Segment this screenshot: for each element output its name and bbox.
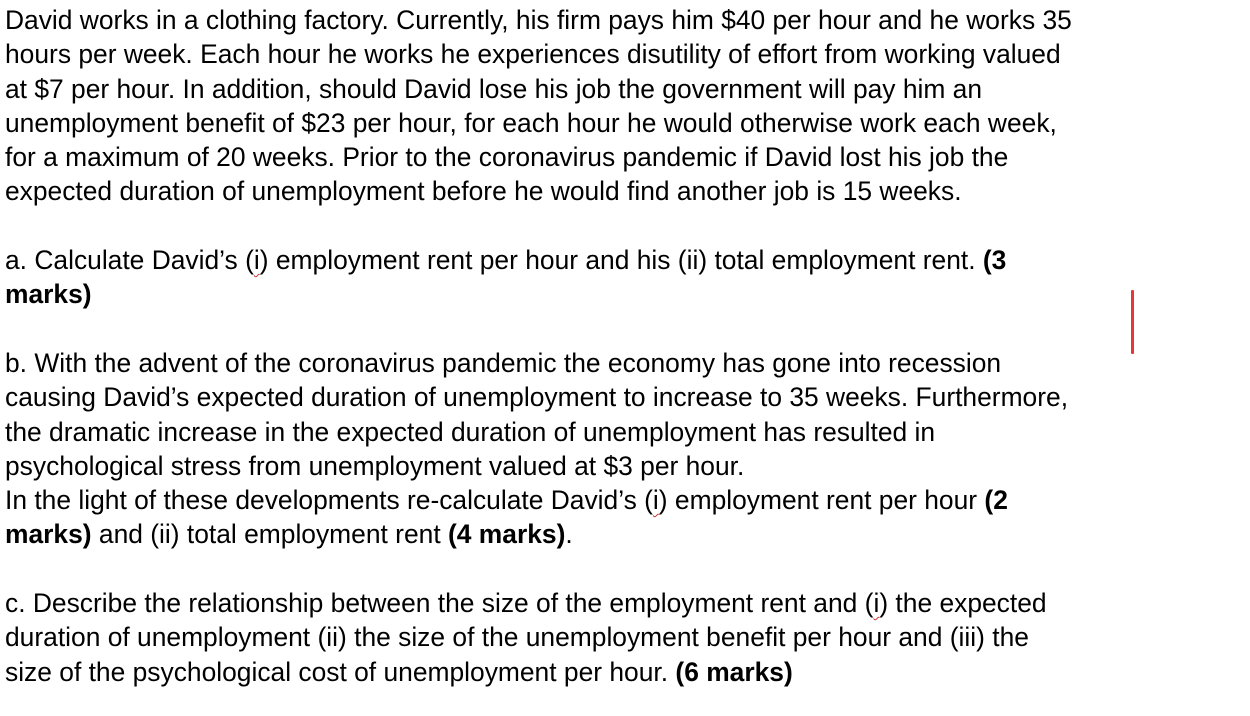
question-b-line	[5, 483, 1245, 517]
question-a-line-2	[5, 277, 1245, 311]
text-cursor	[1131, 290, 1134, 354]
intro-paragraph	[5, 3, 1245, 209]
paragraph-gap	[5, 552, 1245, 586]
spellcheck-word: i	[652, 485, 659, 516]
intro-line: expected duration of unemployment before he would find another job is 15 weeks.	[5, 176, 962, 207]
question-a	[5, 243, 1245, 312]
question-c-line	[5, 586, 1245, 620]
text-run: ) employment rent per hour and his (ii) total employment rent.	[259, 245, 983, 276]
intro-line: for a maximum of 20 weeks. Prior to the coronavirus pandemic if David lost his job the	[5, 142, 1009, 173]
paragraph-gap	[5, 209, 1245, 243]
paragraph-gap	[5, 312, 1245, 346]
document-body[interactable]	[5, 3, 1245, 689]
question-b-line: the dramatic increase in the expected duration of unemployment has resulted in	[5, 416, 936, 447]
intro-line: at $7 per hour. In addition, should David lose his job the government will pay him an	[5, 73, 983, 104]
text-run: ) the expected	[879, 588, 1047, 619]
marks-label: (6 marks)	[675, 656, 793, 687]
marks-label: (4 marks)	[448, 519, 566, 550]
question-c	[5, 586, 1245, 689]
text-run: ) employment rent per hour	[658, 485, 985, 516]
marks-label: (3	[982, 245, 1007, 276]
question-b-line: psychological stress from unemployment valued at $3 per hour.	[5, 450, 745, 481]
marks-label: marks)	[5, 519, 92, 550]
marks-label: marks)	[5, 279, 92, 310]
text-run: .	[565, 519, 573, 550]
text-run: In the light of these developments re-calculate David’s (	[5, 485, 653, 516]
text-run: a. Calculate David’s (	[5, 245, 254, 276]
question-b-line	[5, 517, 1245, 551]
question-a-line-1	[5, 243, 1245, 277]
spellcheck-word: i	[873, 588, 880, 619]
question-c-line: duration of unemployment (ii) the size of the unemployment benefit per hour and (iii) the	[5, 622, 1029, 653]
question-b-line: causing David’s expected duration of unemployment to increase to 35 weeks. Furthermore,	[5, 382, 1069, 413]
intro-line: David works in a clothing factory. Currently, his firm pays him $40 per hour and he works 35	[5, 5, 1072, 35]
marks-label: (2	[984, 485, 1008, 516]
text-run: c. Describe the relationship between the size of the employment rent and (	[5, 588, 874, 619]
question-b	[5, 346, 1245, 552]
text-run: size of the psychological cost of unemployment per hour.	[5, 656, 676, 687]
text-run: and (ii) total employment rent	[91, 519, 448, 550]
intro-line: hours per week. Each hour he works he experiences disutility of effort from working valued	[5, 39, 1061, 70]
question-c-line	[5, 655, 1245, 689]
question-b-line: b. With the advent of the coronavirus pandemic the economy has gone into recession	[5, 347, 1002, 378]
intro-line: unemployment benefit of $23 per hour, for each hour he would otherwise work each week,	[5, 107, 1057, 138]
spellcheck-word: i	[253, 245, 260, 276]
